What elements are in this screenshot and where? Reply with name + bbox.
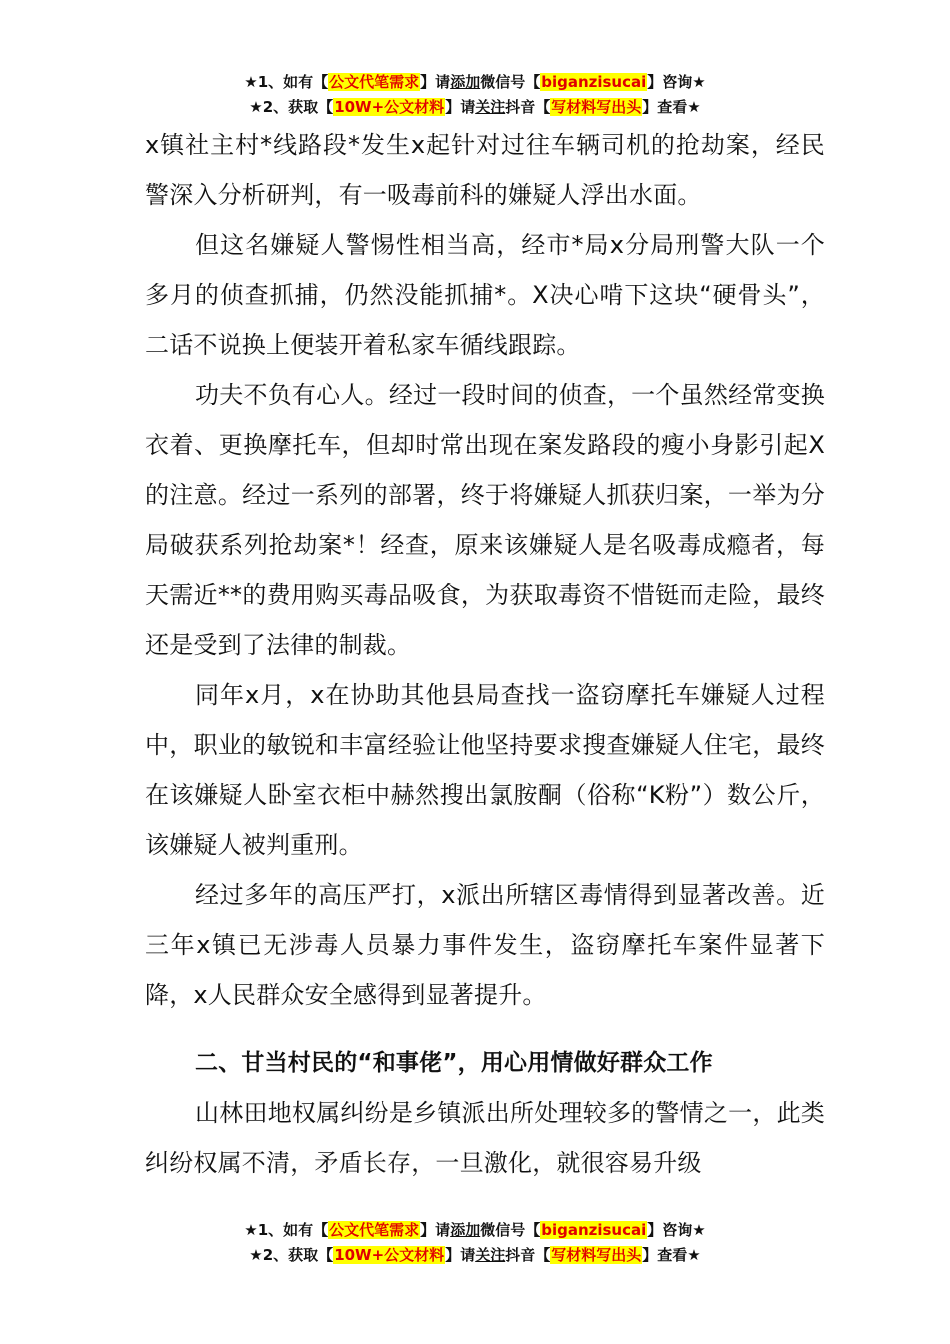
paragraph-2: 但这名嫌疑人警惕性相当高，经市*局x分局刑警大队一个多月的侦查抓捕，仍然没能抓捕*。X决心啃下这块“硬骨头”，二话不说换上便装开着私家车循线跟踪。: [145, 231, 825, 359]
section-heading: 二、甘当村民的“和事佬”，用心用情做好群众工作: [195, 1050, 713, 1076]
promo-line-2: ★2、获取【10W+公文材料】请关注抖音【写材料写出头】查看★: [249, 1246, 701, 1264]
highlight-wechat-id: biganzisucai: [541, 1221, 647, 1239]
paragraph-1: x镇社主村*线路段*发生x起针对过往车辆司机的抢劫案，经民警深入分析研判，有一吸毒前科的嫌疑人浮出水面。: [145, 131, 825, 209]
highlight-douyin-account: 写材料写出头: [551, 1246, 642, 1264]
promo-line-1: ★1、如有【公文代笔需求】请添加微信号【biganzisucai】咨询★: [244, 1221, 706, 1239]
highlight-materials: 10W+公文材料: [334, 98, 445, 116]
promo-banner-top: [0, 70, 950, 120]
paragraph-4: 同年x月，x在协助其他县局查找一盗窃摩托车嫌疑人过程中，职业的敏锐和丰富经验让他坚持要求搜查嫌疑人住宅，最终在该嫌疑人卧室衣柜中赫然搜出氯胺酮（俗称“K粉”）数公斤，该嫌疑人被判重刑。: [145, 681, 825, 859]
paragraph-6: 山林田地权属纠纷是乡镇派出所处理较多的警情之一，此类纠纷权属不清，矛盾长存，一旦激化，就很容易升级: [145, 1099, 825, 1177]
highlight-writing-service: 公文代笔需求: [329, 73, 420, 91]
paragraph-3: 功夫不负有心人。经过一段时间的侦查，一个虽然经常变换衣着、更换摩托车，但却时常出现在案发路段的瘦小身影引起X的注意。经过一系列的部署，终于将嫌疑人抓获归案，一举为分局破获系列抢劫案*！经查，原来该嫌疑人是名吸毒成瘾者，每天需近**的费用购买毒品吸食，为获取毒资不惜铤而走险，最终还是受到了法律的制裁。: [145, 381, 825, 659]
paragraph-5: 经过多年的高压严打，x派出所辖区毒情得到显著改善。近三年x镇已无涉毒人员暴力事件发生，盗窃摩托车案件显著下降，x人民群众安全感得到显著提升。: [145, 881, 825, 1009]
highlight-wechat-id: biganzisucai: [541, 73, 647, 91]
promo-line-2: ★2、获取【10W+公文材料】请关注抖音【写材料写出头】查看★: [249, 98, 701, 116]
highlight-materials: 10W+公文材料: [334, 1246, 445, 1264]
document-body: [145, 120, 825, 1188]
promo-line-1: ★1、如有【公文代笔需求】请添加微信号【biganzisucai】咨询★: [244, 73, 706, 91]
highlight-writing-service: 公文代笔需求: [329, 1221, 420, 1239]
highlight-douyin-account: 写材料写出头: [551, 98, 642, 116]
promo-banner-bottom: [0, 1218, 950, 1268]
